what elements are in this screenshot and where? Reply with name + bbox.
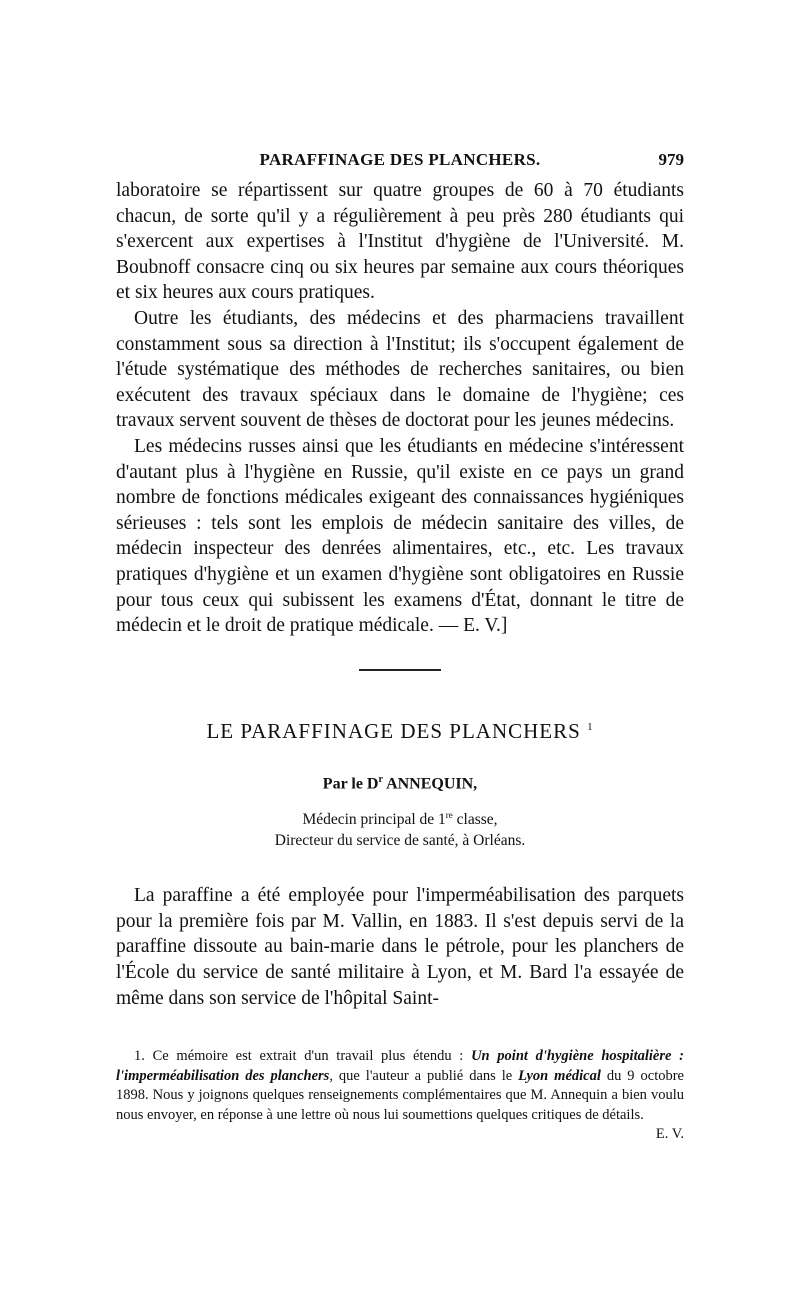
article-body [116, 883, 684, 1011]
byline-prefix: Par le D [322, 775, 379, 793]
article-title [116, 719, 684, 744]
byline-sup: r [378, 773, 383, 785]
affiliation-text: Médecin principal de 1 [302, 811, 446, 829]
affiliation-text: classe, [452, 811, 498, 829]
footnote-text [116, 1047, 684, 1143]
running-header [116, 150, 684, 178]
running-title: PARAFFINAGE DES PLANCHERS. [259, 150, 541, 169]
footnote-italic: Un point d'hygiène hospitalière : l'imperméabilisation des planchers [116, 1048, 684, 1084]
author-byline [116, 774, 684, 793]
footnote-italic: Lyon médical [518, 1067, 601, 1084]
paragraph: La paraffine a été employée pour l'imperméabilisation des parquets pour la première fois par M. Vallin, en 1883. Il s'est depuis servi de la paraffine dissoute au bain-marie dans le pétrole, pour les planchers de l'École du service de santé militaire à Lyon, et M. Bard l'a essayée de même dans son service de l'hôpital Saint- [116, 885, 684, 1009]
author-name: ANNEQUIN, [386, 775, 478, 793]
previous-article-text [116, 178, 684, 639]
footnote-part: du 9 octobre 1898. Nous y joignons quelques renseignements complémentaires que M. Annequin a bien voulu nous envoyer, en réponse à une lettre où nous lui soumettions quelques critiques de détails. [116, 1067, 684, 1123]
author-affiliation-1 [116, 805, 684, 830]
page-number: 979 [658, 150, 684, 169]
footnote-signature: E. V. [655, 1126, 684, 1143]
journal-page [116, 150, 684, 1145]
section-divider [359, 669, 441, 671]
paragraph: Les médecins russes ainsi que les étudiants en médecine s'intéressent d'autant plus à l'hygiène en Russie, qu'il existe en ce pays un grand nombre de fonctions médicales exigeant des connaissances hygiéniques sérieuses : tels sont les emplois de médecin sanitaire des villes, de médecin inspecteur des denrées alimentaires, etc., etc. Les travaux pratiques d'hygiène et un examen d'hygiène sont obligatoires en Russie pour tous ceux qui subissent les examens d'État, donnant le titre de médecin et le droit de pratique médicale. — E. V.] [116, 435, 684, 637]
footnote-mark: 1 [587, 720, 594, 733]
paragraph-continued: laboratoire se répartissent sur quatre groupes de 60 à 70 étudiants chacun, de sorte qu'il y a régulièrement à peu près 280 étudiants qui s'exercent aux expertises à l'Institut d'hygiène de l'Université. M. Boubnoff consacre cinq ou six heures par semaine aux cours théoriques et six heures aux cours pratiques. [116, 180, 684, 304]
footnote-part: 1. Ce mémoire est extrait d'un travail plus étendu : [134, 1048, 472, 1065]
footnote [116, 1047, 684, 1143]
article-title-text: LE PARAFFINAGE DES PLANCHERS [206, 718, 581, 743]
affiliation-sup: re [445, 810, 453, 821]
author-affiliation-2: Directeur du service de santé, à Orléans. [274, 832, 526, 850]
footnote-part: , que l'auteur a publié dans le [329, 1067, 519, 1084]
paragraph: Outre les étudiants, des médecins et des pharmaciens travaillent constamment sous sa direction à l'Institut; ils s'occupent également de l'étude systématique des méthodes de recherches sanitaires, ou bien exécutent des travaux spéciaux dans le domaine de l'hygiène; ces travaux servent souvent de thèses de doctorat pour les jeunes médecins. [116, 307, 684, 432]
